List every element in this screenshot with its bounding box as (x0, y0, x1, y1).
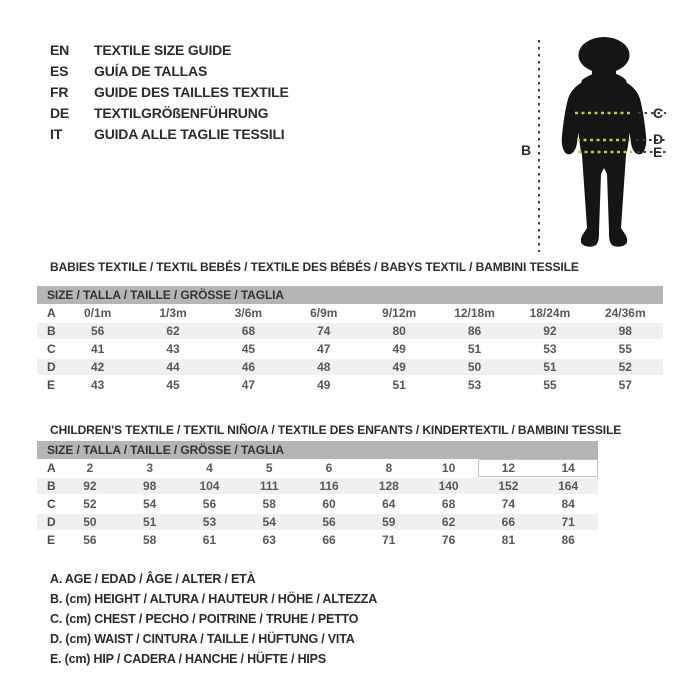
babies-cell: 47 (317, 342, 331, 356)
legend-line-c: C. (cm) CHEST / PECHO / POITRINE / TRUHE / PETTO (50, 612, 359, 626)
children-cell: 58 (142, 533, 157, 547)
babies-cell: 44 (166, 360, 180, 374)
babies-cell: 43 (166, 342, 180, 356)
babies-row-e (37, 376, 663, 394)
children-cell: 63 (262, 533, 276, 547)
language-title: GUIDA ALLE TAGLIE TESSILI (94, 126, 285, 142)
children-cell: 54 (142, 497, 157, 511)
babies-cell: 49 (317, 378, 331, 392)
children-cell: 60 (322, 497, 336, 511)
children-cell: 66 (501, 515, 516, 529)
children-cell: 81 (501, 533, 516, 547)
children-cell: 98 (142, 479, 157, 493)
children-cell: 56 (202, 497, 217, 511)
measure-label-hip: E (653, 144, 663, 160)
row-label: A (47, 461, 56, 475)
babies-cell: 98 (618, 324, 632, 338)
babies-row-d (37, 358, 663, 376)
children-cell: 68 (441, 497, 456, 511)
babies-cell: 0/1m (84, 306, 112, 320)
babies-cell: 43 (91, 378, 105, 392)
children-cell: 104 (199, 479, 220, 493)
children-cell: 116 (319, 479, 339, 493)
children-cell: 10 (441, 461, 456, 475)
babies-cell: 3/6m (234, 306, 263, 320)
language-code: EN (50, 42, 70, 58)
row-label: B (47, 324, 56, 338)
babies-cell: 55 (543, 378, 557, 392)
children-cell: 128 (378, 479, 399, 493)
babies-cell: 57 (618, 378, 632, 392)
children-row-e (37, 531, 598, 549)
babies-cell: 56 (91, 324, 105, 338)
babies-cell: 52 (618, 360, 632, 374)
measure-label-chest: C (653, 105, 664, 121)
babies-row-a (37, 304, 663, 322)
children-cell: 50 (83, 515, 97, 529)
language-list (50, 40, 289, 145)
row-label: E (47, 533, 56, 547)
children-table-title: CHILDREN'S TEXTILE / TEXTIL NIÑO/A / TEXTILE DES ENFANTS / KINDERTEXTIL / BAMBINI TESSILE (50, 423, 622, 437)
language-code: IT (50, 126, 63, 142)
measure-label-waist: D (653, 131, 664, 147)
language-row-it (50, 124, 289, 145)
children-cell: 5 (265, 461, 273, 475)
babies-size-table (37, 286, 663, 394)
children-cell: 71 (561, 515, 575, 529)
children-cell: 14 (561, 461, 575, 475)
children-cell: 58 (262, 497, 276, 511)
babies-cell: 45 (241, 342, 256, 356)
selected-size-highlight (478, 459, 598, 477)
children-cell: 4 (206, 461, 213, 475)
babies-cell: 18/24m (529, 306, 571, 320)
children-cell: 71 (382, 533, 396, 547)
children-cell: 52 (83, 497, 97, 511)
babies-cell: 49 (392, 342, 406, 356)
children-cell: 74 (501, 497, 516, 511)
children-row-d (37, 513, 598, 531)
measurement-legend (50, 569, 377, 669)
language-row-es (50, 61, 289, 82)
babies-cell: 12/18m (454, 306, 495, 320)
children-cell: 140 (438, 479, 459, 493)
children-cell: 76 (441, 533, 456, 547)
babies-table-header: SIZE / TALLA / TAILLE / GRÖSSE / TAGLIA (37, 286, 663, 304)
children-cell: 56 (322, 515, 336, 529)
babies-cell: 62 (166, 324, 180, 338)
babies-cell: 45 (166, 378, 180, 392)
language-row-en (50, 40, 289, 61)
children-cell: 3 (146, 461, 154, 475)
children-cell: 111 (259, 479, 279, 493)
children-cell: 6 (325, 461, 333, 475)
children-size-table (37, 441, 598, 549)
children-row-c (37, 495, 598, 513)
children-cell: 152 (498, 479, 519, 493)
measure-label-height: B (521, 142, 532, 158)
babies-cell: 80 (392, 324, 406, 338)
language-title: GUIDE DES TAILLES TEXTILE (94, 84, 289, 100)
language-row-de (50, 103, 289, 124)
row-label: E (47, 378, 56, 392)
row-label: B (47, 479, 56, 493)
babies-cell: 42 (91, 360, 105, 374)
babies-cell: 51 (467, 342, 482, 356)
children-cell: 64 (382, 497, 396, 511)
babies-row-c (37, 340, 663, 358)
children-row-b (37, 477, 598, 495)
body-measurement-figure (520, 28, 685, 263)
row-label: C (47, 342, 56, 356)
children-cell: 62 (441, 515, 456, 529)
children-cell: 54 (262, 515, 276, 529)
babies-cell: 92 (543, 324, 557, 338)
babies-table-title: BABIES TEXTILE / TEXTIL BEBÉS / TEXTILE DES BÉBÉS / BABYS TEXTIL / BAMBINI TESSILE (50, 260, 579, 274)
children-cell: 61 (202, 533, 217, 547)
legend-line-d: D. (cm) WAIST / CINTURA / TAILLE / HÜFTUNG / VITA (50, 632, 355, 646)
babies-cell: 9/12m (382, 306, 417, 320)
language-code: ES (50, 63, 69, 79)
children-cell: 164 (558, 479, 579, 493)
children-cell: 92 (83, 479, 97, 493)
babies-row-b (37, 322, 663, 340)
row-label: C (47, 497, 56, 511)
babies-cell: 50 (467, 360, 482, 374)
language-title: GUÍA DE TALLAS (94, 63, 208, 79)
legend-line-a: A. AGE / EDAD / ÂGE / ALTER / ETÀ (50, 572, 256, 586)
babies-cell: 46 (241, 360, 256, 374)
babies-cell: 55 (618, 342, 632, 356)
children-cell: 86 (561, 533, 575, 547)
children-cell: 56 (83, 533, 97, 547)
children-cell: 84 (561, 497, 575, 511)
language-code: DE (50, 105, 70, 121)
row-label: D (47, 360, 56, 374)
language-row-fr (50, 82, 289, 103)
babies-cell: 86 (467, 324, 482, 338)
babies-cell: 47 (241, 378, 256, 392)
row-label: D (47, 515, 56, 529)
children-cell: 53 (202, 515, 217, 529)
children-cell: 2 (86, 461, 94, 475)
language-code: FR (50, 84, 69, 100)
babies-cell: 49 (392, 360, 406, 374)
legend-line-b: B. (cm) HEIGHT / ALTURA / HAUTEUR / HÖHE / ALTEZZA (50, 592, 378, 606)
legend-line-e: E. (cm) HIP / CADERA / HANCHE / HÜFTE / HIPS (50, 652, 326, 666)
language-title: TEXTILE SIZE GUIDE (94, 42, 232, 58)
children-cell: 8 (385, 461, 393, 475)
babies-cell: 6/9m (310, 306, 338, 320)
babies-cell: 41 (91, 342, 105, 356)
babies-cell: 74 (317, 324, 331, 338)
row-label: A (47, 306, 56, 320)
children-cell: 12 (501, 461, 516, 475)
babies-cell: 53 (467, 378, 482, 392)
children-cell: 66 (322, 533, 336, 547)
babies-cell: 48 (317, 360, 331, 374)
babies-cell: 51 (392, 378, 406, 392)
babies-cell: 53 (543, 342, 557, 356)
babies-cell: 68 (241, 324, 256, 338)
child-silhouette (562, 37, 647, 247)
children-table-header: SIZE / TALLA / TAILLE / GRÖSSE / TAGLIA (37, 441, 598, 459)
babies-cell: 24/36m (604, 306, 646, 320)
babies-cell: 1/3m (159, 306, 187, 320)
babies-cell: 51 (543, 360, 557, 374)
language-title: TEXTILGRÖßENFÜHRUNG (94, 105, 269, 121)
children-cell: 59 (382, 515, 396, 529)
children-cell: 51 (142, 515, 157, 529)
